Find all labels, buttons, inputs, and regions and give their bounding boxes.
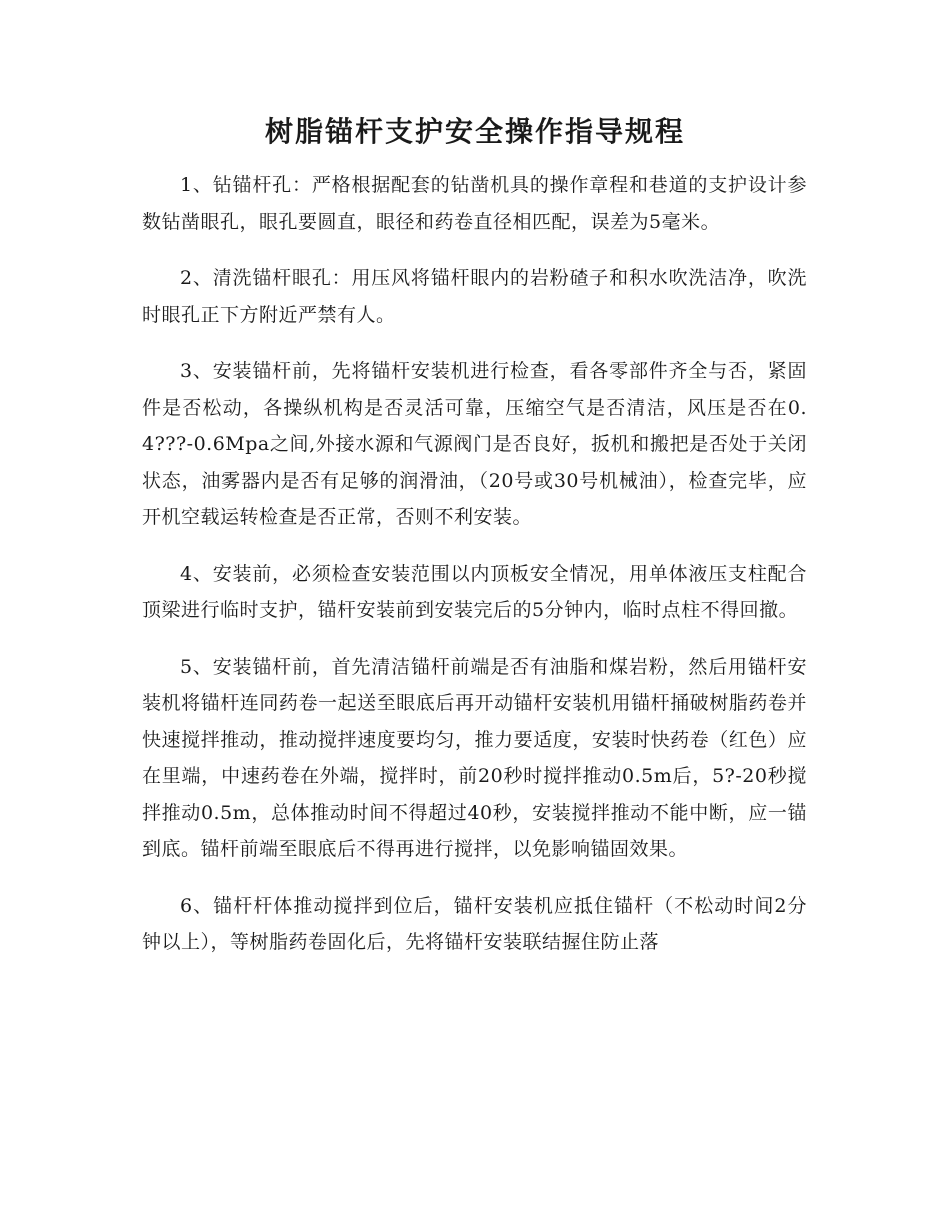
document-title: 树脂锚杆支护安全操作指导规程 bbox=[264, 115, 685, 148]
paragraph-3: 3、安装锚杆前，先将锚杆安装机进行检查，看各零部件齐全与否，紧固件是否松动，各操纵机构是否灵活可靠，压缩空气是否清洁，风压是否在0.4???-0.6Mpa之间,外接水源和气源阀门是否良好，扳机和搬把是否处于关闭状态，油雾器内是否有足够的润滑油，（20号或30号机械油），检查完毕，应开机空载运转检查是否正常，否则不利安装。 bbox=[142, 360, 807, 528]
paragraph-4: 4、安装前，必须检查安装范围以内顶板安全情况，用单体液压支柱配合顶梁进行临时支护，锚杆安装前到安装完后的5分钟内，临时点柱不得回撤。 bbox=[142, 562, 807, 621]
paragraph-5: 5、安装锚杆前，首先清洁锚杆前端是否有油脂和煤岩粉，然后用锚杆安装机将锚杆连同药卷一起送至眼底后再开动锚杆安装机用锚杆捅破树脂药卷并快速搅拌推动，推动搅拌速度要均匀，推力要适度，安装时快药卷（红色）应在里端，中速药卷在外端，搅拌时，前20秒时搅拌推动0.5m后，5?-20秒搅拌推动0.5m，总体推动时间不得超过40秒，安装搅拌推动不能中断，应一锚到底。锚杆前端至眼底后不得再进行搅拌，以免影响锚固效果。 bbox=[142, 655, 807, 860]
paragraph-1: 1、钻锚杆孔：严格根据配套的钻凿机具的操作章程和巷道的支护设计参数钻凿眼孔，眼孔要圆直，眼径和药卷直径相匹配，误差为5毫米。 bbox=[142, 174, 807, 233]
paragraph-6: 6、锚杆杆体推动搅拌到位后，锚杆安装机应抵住锚杆（不松动时间2分钟以上），等树脂药卷固化后，先将锚杆安装联结握住防止落 bbox=[142, 894, 807, 953]
document-body bbox=[142, 167, 807, 981]
paragraph-2: 2、清洗锚杆眼孔：用压风将锚杆眼内的岩粉碴子和积水吹洗洁净，吹洗时眼孔正下方附近严禁有人。 bbox=[142, 267, 807, 326]
